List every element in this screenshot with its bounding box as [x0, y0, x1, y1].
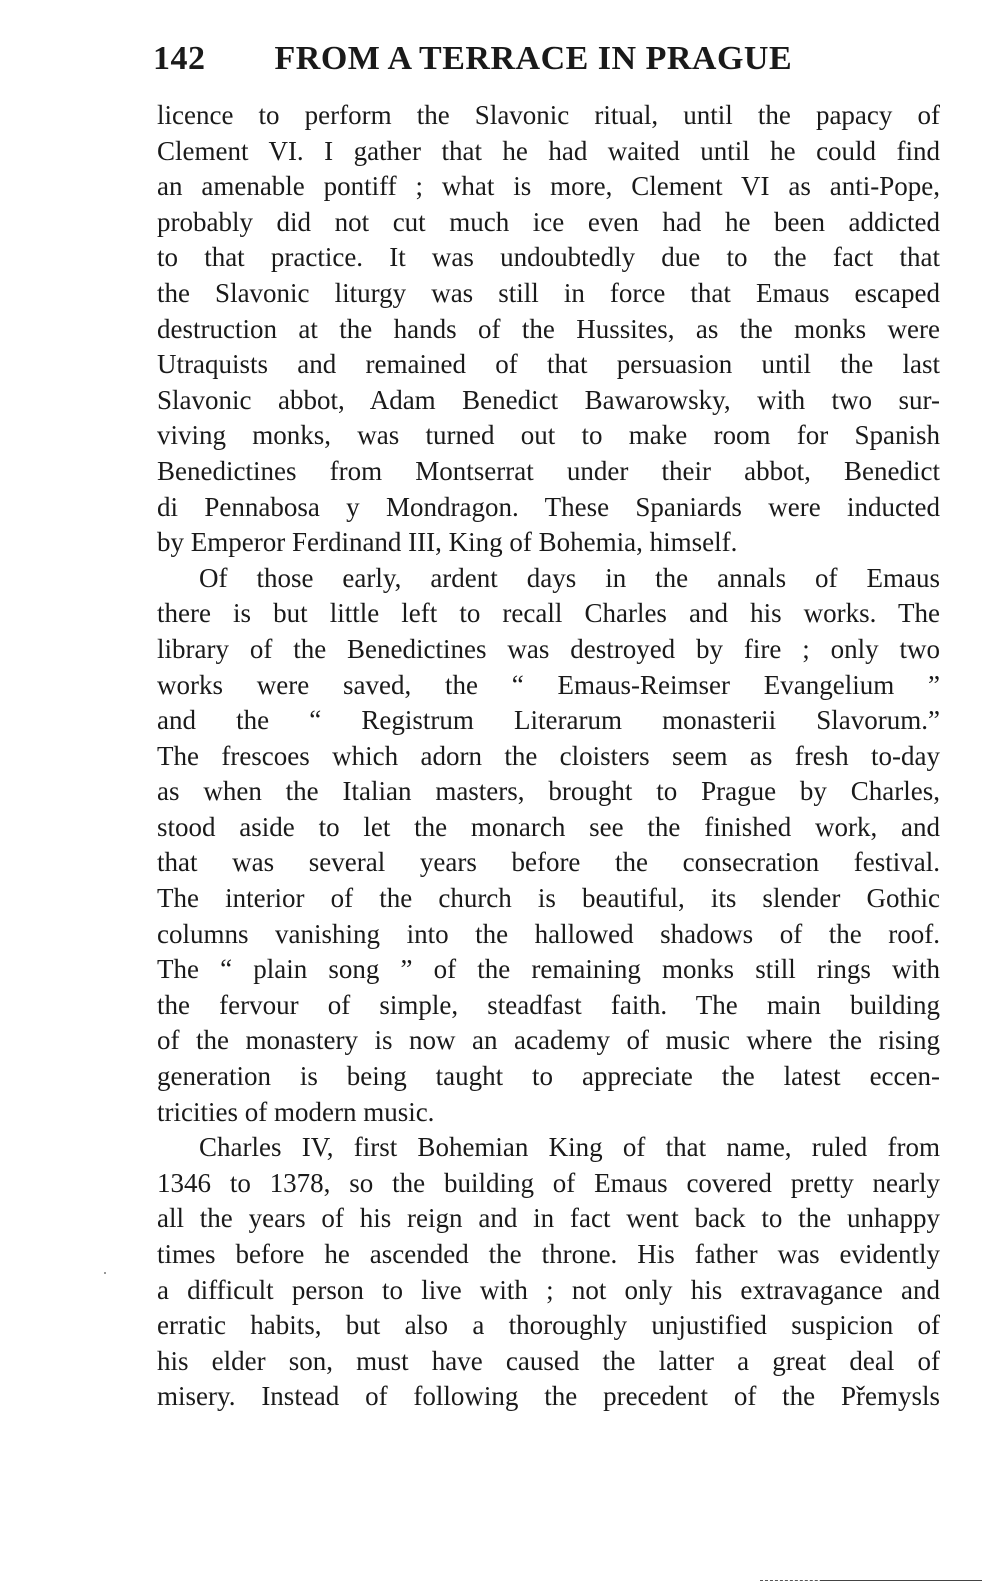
text-line: the fervour of simple, steadfast faith. The main building — [157, 989, 940, 1020]
text-line: an amenable pontiff ; what is more, Clement VI as anti-Pope, — [157, 171, 940, 202]
text-line: Charles IV, first Bohemian King of that name, ruled from — [199, 1132, 940, 1163]
text-line: columns vanishing into the hallowed shadows of the roof. — [157, 918, 940, 949]
text-line: Clement VI. I gather that he had waited until he could find — [157, 135, 940, 166]
running-title: FROM A TERRACE IN PRAGUE — [274, 40, 793, 77]
page-number: 142 — [153, 40, 206, 77]
text-line: of the monastery is now an academy of music where the rising — [157, 1025, 940, 1056]
text-line: The frescoes which adorn the cloisters seem as fresh to-day — [157, 740, 940, 771]
text-line: The “ plain song ” of the remaining monks still rings with — [157, 954, 940, 985]
footer-rule-solid — [820, 1580, 982, 1581]
text-line: times before he ascended the throne. His father was evidently — [157, 1239, 940, 1269]
paper-speck — [104, 1272, 106, 1274]
paragraph-continued — [157, 98, 940, 561]
text-line: probably did not cut much ice even had he been addicted — [157, 206, 940, 237]
body-text — [157, 98, 940, 1415]
text-line: and the “ Registrum Literarum monasterii Slavorum.” — [157, 705, 940, 736]
text-line: Benedictines from Montserrat under their abbot, Benedict — [157, 455, 940, 486]
text-line: his elder son, must have caused the latter a great deal of — [157, 1345, 940, 1376]
text-line: destruction at the hands of the Hussites, as the monks were — [157, 313, 940, 344]
text-line: di Pennabosa y Mondragon. These Spaniards were inducted — [157, 491, 940, 522]
text-line: Of those early, ardent days in the annals of Emaus — [199, 562, 940, 593]
text-line: Utraquists and remained of that persuasion until the last — [157, 349, 940, 380]
text-line: The interior of the church is beautiful, its slender Gothic — [157, 883, 940, 914]
text-line: a difficult person to live with ; not only his extravagance and — [157, 1274, 940, 1305]
text-line: library of the Benedictines was destroyed by fire ; only two — [157, 633, 940, 664]
text-line: viving monks, was turned out to make room for Spanish — [157, 420, 940, 451]
text-line: there is but little left to recall Charles and his works. The — [157, 598, 940, 629]
text-line: as when the Italian masters, brought to Prague by Charles, — [157, 776, 940, 807]
text-line: generation is being taught to appreciate the latest eccen- — [157, 1061, 940, 1092]
text-line: that was several years before the consecration festival. — [157, 847, 940, 878]
text-line: all the years of his reign and in fact went back to the unhappy — [157, 1203, 940, 1234]
text-line: Slavonic abbot, Adam Benedict Bawarowsky, with two sur- — [157, 384, 940, 415]
text-line: the Slavonic liturgy was still in force that Emaus escaped — [157, 277, 940, 308]
running-head — [153, 40, 943, 90]
text-line: tricities of modern music. — [157, 1096, 435, 1127]
text-line: licence to perform the Slavonic ritual, until the papacy of — [157, 100, 940, 130]
text-line: by Emperor Ferdinand III, King of Bohemia, himself. — [157, 527, 738, 558]
text-line: erratic habits, but also a thoroughly unjustified suspicion of — [157, 1310, 940, 1341]
text-line: works were saved, the “ Emaus-Reimser Evangelium ” — [157, 669, 940, 700]
paragraph-emaus-remains — [157, 561, 940, 1131]
text-line: 1346 to 1378, so the building of Emaus covered pretty nearly — [157, 1167, 940, 1198]
paragraph-charles-iv — [157, 1130, 940, 1415]
footer-rule — [760, 1580, 982, 1581]
text-line: to that practice. It was undoubtedly due to the fact that — [157, 242, 940, 273]
text-line: stood aside to let the monarch see the finished work, and — [157, 811, 940, 842]
text-line: misery. Instead of following the precedent of the Přemysls — [157, 1381, 940, 1412]
